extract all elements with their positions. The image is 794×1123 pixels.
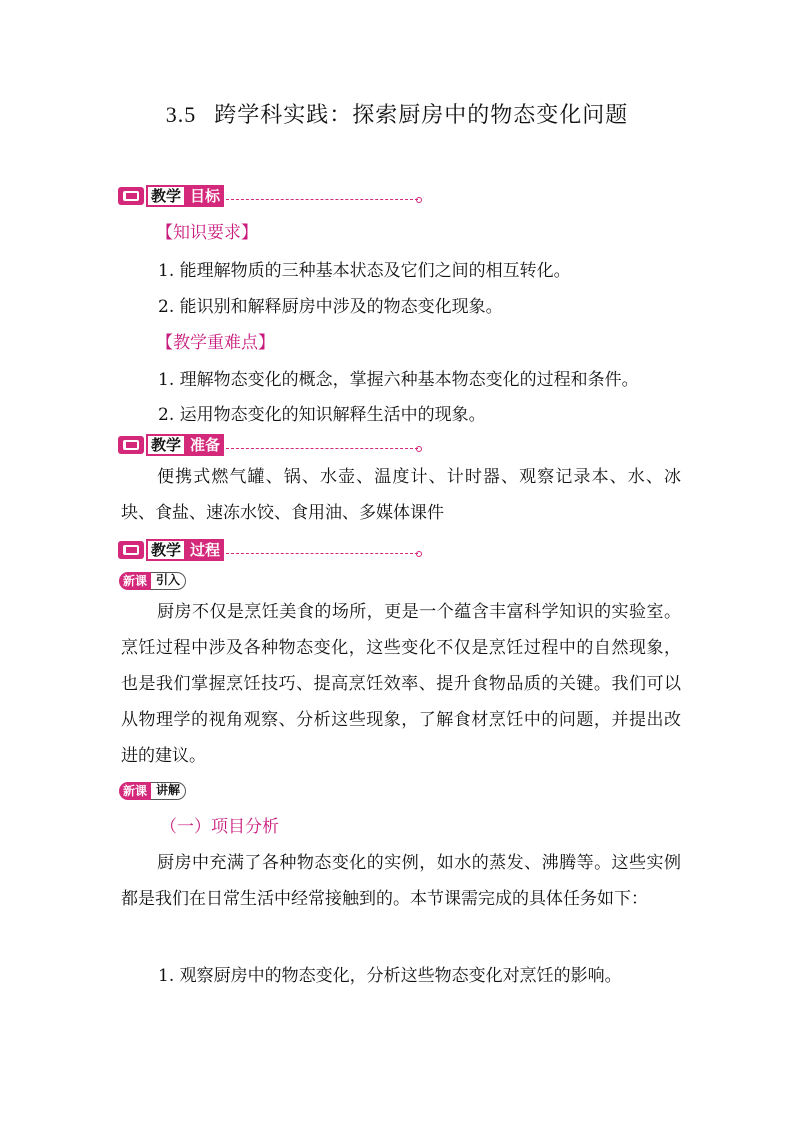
intro-paragraph: 厨房不仅是烹饪美食的场所，更是一个蕴含丰富科学知识的实验室。烹饪过程中涉及各种物态变化，这些变化不仅是烹饪过程中的自然现象，也是我们掌握烹饪技巧、提高烹饪效率、提升食物品质的关键。我们可以从物理学的视角观察、分析这些现象，了解食材烹饪中的问题，并提出改进的建议。 [121, 602, 681, 766]
section-label-b: 目标 [186, 185, 224, 207]
key-point-1: 1. 理解物态变化的概念，掌握六种基本物态变化的过程和条件。 [158, 370, 639, 390]
knowledge-item-2: 2. 能识别和解释厨房中涉及的物态变化现象。 [158, 297, 503, 317]
page-title [0, 98, 794, 129]
dashed-divider [226, 199, 418, 200]
tag-part-b: 讲解 [151, 782, 186, 800]
title-text: 跨学科实践：探索厨房中的物态变化问题 [214, 103, 629, 128]
tag-part-a: 新课 [119, 572, 151, 590]
tag-part-a: 新课 [119, 782, 151, 800]
tag-part-b: 引入 [151, 572, 186, 590]
intro-tag [119, 572, 186, 590]
book-icon [118, 436, 144, 454]
book-icon [118, 541, 144, 559]
lecture-paragraph: 厨房中充满了各种物态变化的实例，如水的蒸发、沸腾等。这些实例都是我们在日常生活中经常接触到的。本节课需完成的具体任务如下： [121, 853, 681, 909]
task-item-1: 1. 观察厨房中的物态变化，分析这些物态变化对烹饪的影响。 [158, 966, 622, 986]
knowledge-heading: 【知识要求】 [156, 223, 258, 243]
section-header-goals [118, 185, 418, 207]
section-label-a: 教学 [146, 539, 186, 561]
book-icon [118, 187, 144, 205]
section-header-process [118, 539, 418, 561]
lecture-tag [119, 782, 186, 800]
section-header-prep [118, 434, 418, 456]
dashed-divider [226, 448, 418, 449]
section-number: 3.5 [165, 102, 197, 127]
section-label-b: 准备 [186, 434, 224, 456]
key-point-2: 2. 运用物态变化的知识解释生活中的现象。 [158, 405, 486, 425]
key-points-heading: 【教学重难点】 [156, 333, 275, 353]
project-analysis-heading: （一）项目分析 [160, 817, 279, 837]
section-label-b: 过程 [186, 539, 224, 561]
dashed-divider [226, 553, 418, 554]
knowledge-item-1: 1. 能理解物质的三种基本状态及它们之间的相互转化。 [158, 261, 571, 281]
section-label-a: 教学 [146, 434, 186, 456]
prep-materials: 便携式燃气罐、锅、水壶、温度计、计时器、观察记录本、水、冰块、食盐、速冻水饺、食用油、多媒体课件 [121, 467, 681, 523]
section-label-a: 教学 [146, 185, 186, 207]
